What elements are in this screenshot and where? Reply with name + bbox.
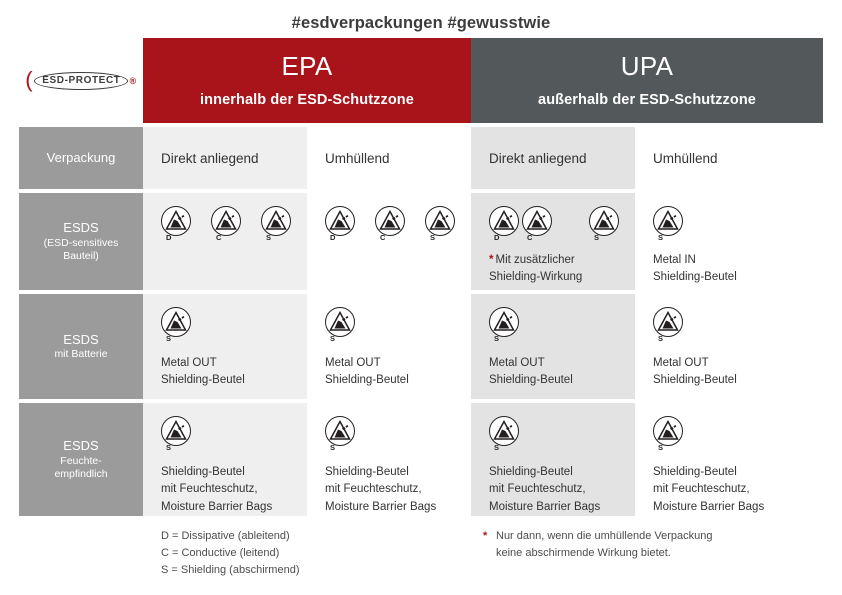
esd-hand-triangle-icon [657,420,679,442]
icon-group [161,206,293,240]
icon-group [653,416,811,450]
cell-esds-battery-1 [143,294,307,399]
esd-hand-triangle-icon [329,420,351,442]
cell-text-line2: Shielding-Beutel [653,271,737,284]
cell-text [489,252,623,287]
cell-text-line1: Metal IN [653,254,696,266]
esd-hand-triangle-icon [526,210,548,232]
cell-text-line2: mit Feuchteschutz, [161,483,258,496]
cell-esds-component-1 [143,193,307,290]
esd-symbol-letter: S [330,334,336,343]
cell-text-line3: Moisture Barrier Bags [325,500,437,513]
row-label-text: ESDS [63,220,99,236]
esd-symbol-letter: S [166,334,172,343]
icon-group [325,206,457,240]
header-epa [143,38,471,123]
cell-esds-component-4 [635,193,823,290]
esd-symbol-s [653,416,685,456]
cell-text-line2: Shielding-Beutel [489,374,573,387]
esd-symbol-letter: C [527,233,533,242]
esd-hand-triangle-icon [165,210,187,232]
esd-symbol-d [489,206,521,246]
row-label-text: ESDS [63,331,99,347]
esd-symbol-letter: C [380,233,386,242]
esd-symbol-c [211,206,243,246]
cell-text-line1: Metal OUT [653,357,709,369]
icon-group [489,416,623,450]
legend [143,528,483,579]
esd-symbol-letter: S [266,233,272,242]
esd-hand-triangle-icon [429,210,451,232]
cell-esds-moisture-4 [635,403,823,516]
comparison-table [19,38,823,516]
page-headline: #esdverpackungen #gewusstwie [291,14,551,32]
row-label-text: ESDS [63,438,99,454]
row-label-esds-moisture [19,403,143,516]
logo-text: ESD-PROTECT [34,72,128,90]
row-label-subtext: Feuchte- [60,454,102,467]
cell-text [489,464,623,516]
header-epa-title: EPA [281,51,333,81]
esd-symbol-letter: C [216,233,222,242]
esd-hand-triangle-icon [215,210,237,232]
cell-packaging-1 [143,127,307,189]
legend-line-d: D = Dissipative (ableitend) [161,530,290,542]
footnote-marker: * [483,530,488,542]
esd-symbol-letter: S [166,443,172,452]
table-header-row [19,38,823,123]
esd-symbol-letter: S [494,334,500,343]
esd-symbol-s [325,307,357,347]
legend-line-c: C = Conductive (leitend) [161,547,280,560]
header-upa-title: UPA [620,51,674,81]
row-label-text: Verpackung [46,149,116,165]
icon-group [653,307,811,341]
esd-symbol-letter: S [494,443,500,452]
cell-esds-moisture-1 [143,403,307,516]
table-row [19,403,823,516]
esd-symbol-letter: S [658,233,664,242]
footnotes [19,528,823,579]
icon-group [161,307,295,341]
row-label-packaging [19,127,143,189]
esd-hand-triangle-icon [493,311,515,333]
brand-logo-cell [19,38,143,123]
header-upa-subtitle: außerhalb der ESD-Schutzzone [538,91,756,108]
cell-text-line3: Moisture Barrier Bags [161,500,273,513]
esd-symbol-c [522,206,554,246]
esd-hand-triangle-icon [657,311,679,333]
esd-symbol-letter: S [658,443,664,452]
cell-esds-battery-2 [307,294,471,399]
cell-esds-moisture-2 [307,403,471,516]
icon-group [489,206,621,240]
cell-text: Umhüllend [325,150,390,166]
esd-hand-triangle-icon [493,210,515,232]
cell-text-line2: mit Feuchteschutz, [653,483,750,496]
cell-text-line1: Metal OUT [161,357,217,369]
cell-packaging-2 [307,127,471,189]
cell-text-line2: Shielding-Beutel [161,374,245,387]
esd-hand-triangle-icon [329,311,351,333]
cell-text: Umhüllend [653,150,718,166]
cell-text-line2: Shielding-Beutel [653,374,737,387]
esd-hand-triangle-icon [657,210,679,232]
footnote-note [483,528,823,579]
cell-text-line1: Metal OUT [325,357,381,369]
esd-symbol-s [261,206,293,246]
cell-esds-component-3 [471,193,635,290]
cell-text-line1: Shielding-Beutel [325,466,409,478]
icon-group [325,307,459,341]
esd-hand-triangle-icon [593,210,615,232]
esd-symbol-letter: S [430,233,436,242]
header-epa-subtitle: innerhalb der ESD-Schutzzone [200,91,414,108]
table-row [19,127,823,189]
esd-hand-triangle-icon [265,210,287,232]
table-row [19,294,823,399]
row-label-subtext: (ESD-sensitives [43,236,119,249]
icon-group [653,206,811,240]
esd-symbol-letter: S [330,443,336,452]
cell-text-line2: mit Feuchteschutz, [325,483,422,496]
esd-symbol-s [425,206,457,246]
esd-symbol-s [653,206,685,246]
cell-text-line3: Moisture Barrier Bags [489,500,601,513]
header-upa [471,38,823,123]
footnote-marker: * [489,254,494,266]
esd-symbol-letter: D [330,233,336,242]
row-label-esds-battery [19,294,143,399]
row-label-subtext: empfindlich [54,467,108,480]
cell-text-line2: Shielding-Beutel [325,374,409,387]
logo: ( ESD-PROTECT ® [25,66,137,92]
footnote-line2: keine abschirmende Wirkung bietet. [496,547,671,560]
cell-packaging-3 [471,127,635,189]
cell-text [161,464,295,516]
cell-text-line1: Shielding-Beutel [489,466,573,478]
row-label-subtext: Bauteil) [63,249,99,262]
cell-text [325,355,459,390]
cell-text [325,464,459,516]
cell-text: Direkt anliegend [489,150,587,166]
cell-esds-moisture-3 [471,403,635,516]
cell-text [653,355,811,390]
cell-packaging-4 [635,127,823,189]
esd-symbol-d [325,206,357,246]
table-row [19,193,823,290]
row-label-esds-component [19,193,143,290]
cell-esds-component-2 [307,193,471,290]
esd-symbol-s [161,416,193,456]
esd-symbol-s [489,416,521,456]
esd-hand-triangle-icon [165,420,187,442]
row-label-subtext: mit Batterie [54,348,108,361]
esd-symbol-s [589,206,621,246]
cell-text-line2: Shielding-Wirkung [489,271,583,284]
esd-hand-triangle-icon [329,210,351,232]
cell-text [161,355,295,390]
cell-text-line1: Shielding-Beutel [161,466,245,478]
footnote-line1: Nur dann, wenn die umhüllende Verpackung [496,530,713,542]
esd-symbol-d [161,206,193,246]
cell-text [489,355,623,390]
cell-esds-battery-3 [471,294,635,399]
esd-symbol-letter: D [494,233,500,242]
cell-text-line1: Mit zusätzlicher [495,254,575,266]
esd-hand-triangle-icon [165,311,187,333]
esd-symbol-s [489,307,521,347]
cell-text-line3: Moisture Barrier Bags [653,500,765,513]
esd-symbol-c [375,206,407,246]
cell-text: Direkt anliegend [161,150,259,166]
esd-hand-triangle-icon [379,210,401,232]
cell-esds-battery-4 [635,294,823,399]
cell-text-line2: mit Feuchteschutz, [489,483,586,496]
logo-registered-icon: ® [129,75,137,86]
icon-group [489,307,623,341]
cell-text-line1: Metal OUT [489,357,545,369]
esd-symbol-letter: S [658,334,664,343]
esd-symbol-s [325,416,357,456]
cell-text-line1: Shielding-Beutel [653,466,737,478]
esd-symbol-letter: S [594,233,600,242]
esd-symbol-s [161,307,193,347]
esd-symbol-letter: D [166,233,172,242]
cell-text [653,252,811,287]
icon-group [325,416,459,450]
esd-hand-triangle-icon [493,420,515,442]
icon-group [161,416,295,450]
esd-symbol-s [653,307,685,347]
legend-line-s: S = Shielding (abschirmend) [161,564,300,577]
cell-text [653,464,811,516]
